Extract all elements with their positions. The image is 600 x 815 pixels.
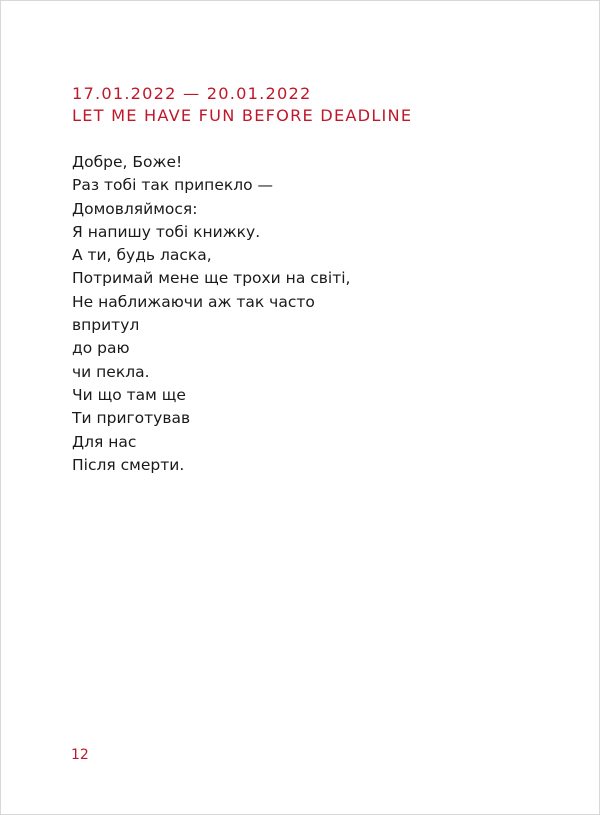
page-number: 12 [71,747,89,763]
poem-line: до раю [72,339,130,358]
poem-line: А ти, будь ласка, [72,246,212,265]
poem-line: Ти приготував [72,409,191,428]
poem-line: чи пекла. [72,362,150,381]
poem-line: Не наближаючи аж так часто [72,292,315,311]
poem-line: Я напишу тобі книжку. [72,222,261,241]
poem-line: Домовляймося: [72,199,198,218]
poem-line: Потримай мене ще трохи на світі, [72,269,351,288]
poem-line: впритул [72,316,140,335]
poem-line: Чи що там ще [72,385,186,404]
poem-body [72,151,350,477]
chapter-title: LET ME HAVE FUN BEFORE DEADLINE [72,106,413,125]
poem-line: Для нас [72,432,137,451]
poem-line: Добре, Боже! [72,153,183,171]
chapter-heading [72,83,412,127]
poem-line: Після смерти. [72,455,185,474]
poem-line: Раз тобі так припекло — [72,176,274,195]
chapter-dates: 17.01.2022 — 20.01.2022 [72,84,312,103]
